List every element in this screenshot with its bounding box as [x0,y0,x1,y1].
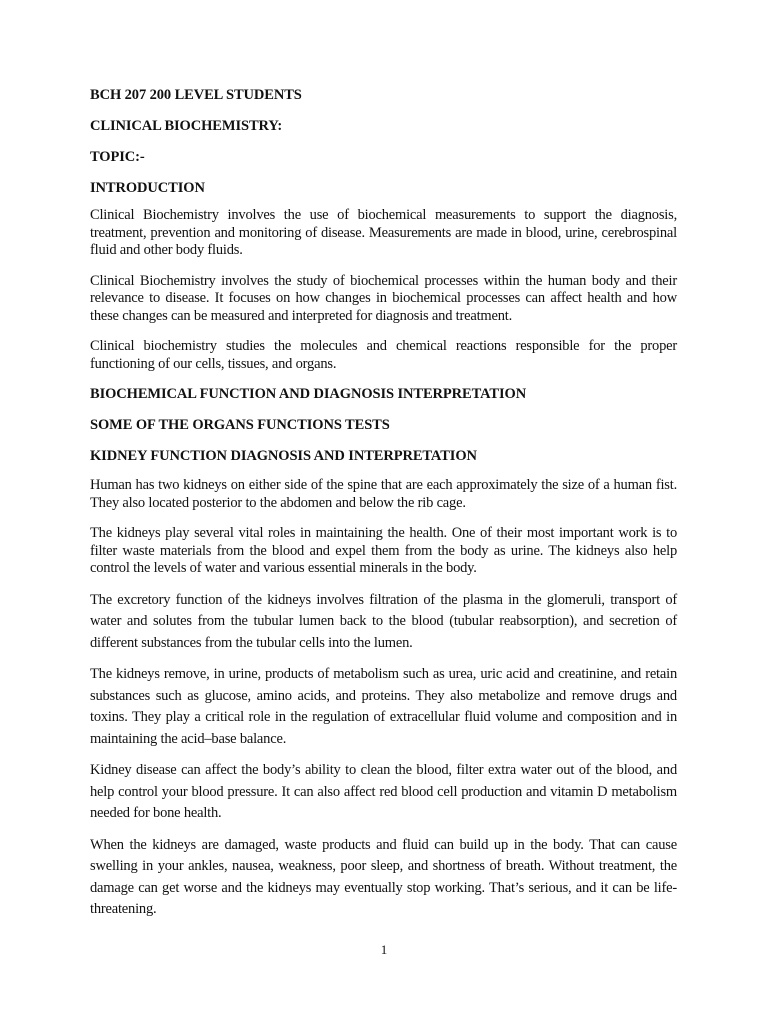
kidney-paragraph-6: When the kidneys are damaged, waste products and fluid can build up in the body. That can cause swelling in your ankles, nausea, weakness, poor sleep, and shortness of breath. Without treatment, the damage can get worse and the kidneys may eventually stop working. That’s serious, and it can be life-threatening. [90,836,677,917]
kidney-paragraph-2: The kidneys play several vital roles in maintaining the health. One of their most important work is to filter waste materials from the blood and expel them from the body as urine. The kidneys also help control the levels of water and various essential minerals in the body. [90,525,677,576]
kidney-paragraph-5: Kidney disease can affect the body’s ability to clean the blood, filter extra water out of the blood, and help control your blood pressure. It can also affect red blood cell production and vitamin D metabolism needed for bone health. [90,762,677,821]
kidney-paragraph-1: Human has two kidneys on either side of the spine that are each approximately the size of a human fist. They also located posterior to the abdomen and below the rib cage. [90,477,677,511]
section-heading-organ-tests: SOME OF THE ORGANS FUNCTIONS TESTS [90,417,390,433]
introduction-heading: INTRODUCTION [90,180,205,196]
section-heading-biochemical-function: BIOCHEMICAL FUNCTION AND DIAGNOSIS INTERPRETATION [90,386,527,402]
topic-heading: TOPIC:- [90,149,145,165]
intro-paragraph-1: Clinical Biochemistry involves the use of biochemical measurements to support the diagnosis, treatment, prevention and monitoring of disease. Measurements are made in blood, urine, cerebrospinal fluid and other body fluids. [90,207,677,258]
document-page [90,86,677,921]
kidney-paragraph-3: The excretory function of the kidneys involves filtration of the plasma in the glomeruli, transport of water and solutes from the tubular lumen back to the blood (tubular reabsorption), and secretion of different substances from the tubular cells into the lumen. [90,591,677,651]
section-heading-kidney-function: KIDNEY FUNCTION DIAGNOSIS AND INTERPRETATION [90,448,477,464]
intro-paragraph-3: Clinical biochemistry studies the molecules and chemical reactions responsible for the proper functioning of our cells, tissues, and organs. [90,338,677,372]
page-number: 1 [380,942,388,957]
kidney-paragraph-4: The kidneys remove, in urine, products of metabolism such as urea, uric acid and creatinine, and retain substances such as glucose, amino acids, and proteins. They also metabolize and remove drugs and toxins. They play a critical role in the regulation of extracellular fluid volume and composition and in maintaining the acid–base balance. [90,666,677,747]
title-heading: CLINICAL BIOCHEMISTRY: [90,118,283,134]
intro-paragraph-2: Clinical Biochemistry involves the study of biochemical processes within the human body and their relevance to disease. It focuses on how changes in biochemical processes can affect health and how these changes can be measured and interpreted for diagnosis and treatment. [90,272,677,324]
course-heading: BCH 207 200 LEVEL STUDENTS [90,87,302,103]
